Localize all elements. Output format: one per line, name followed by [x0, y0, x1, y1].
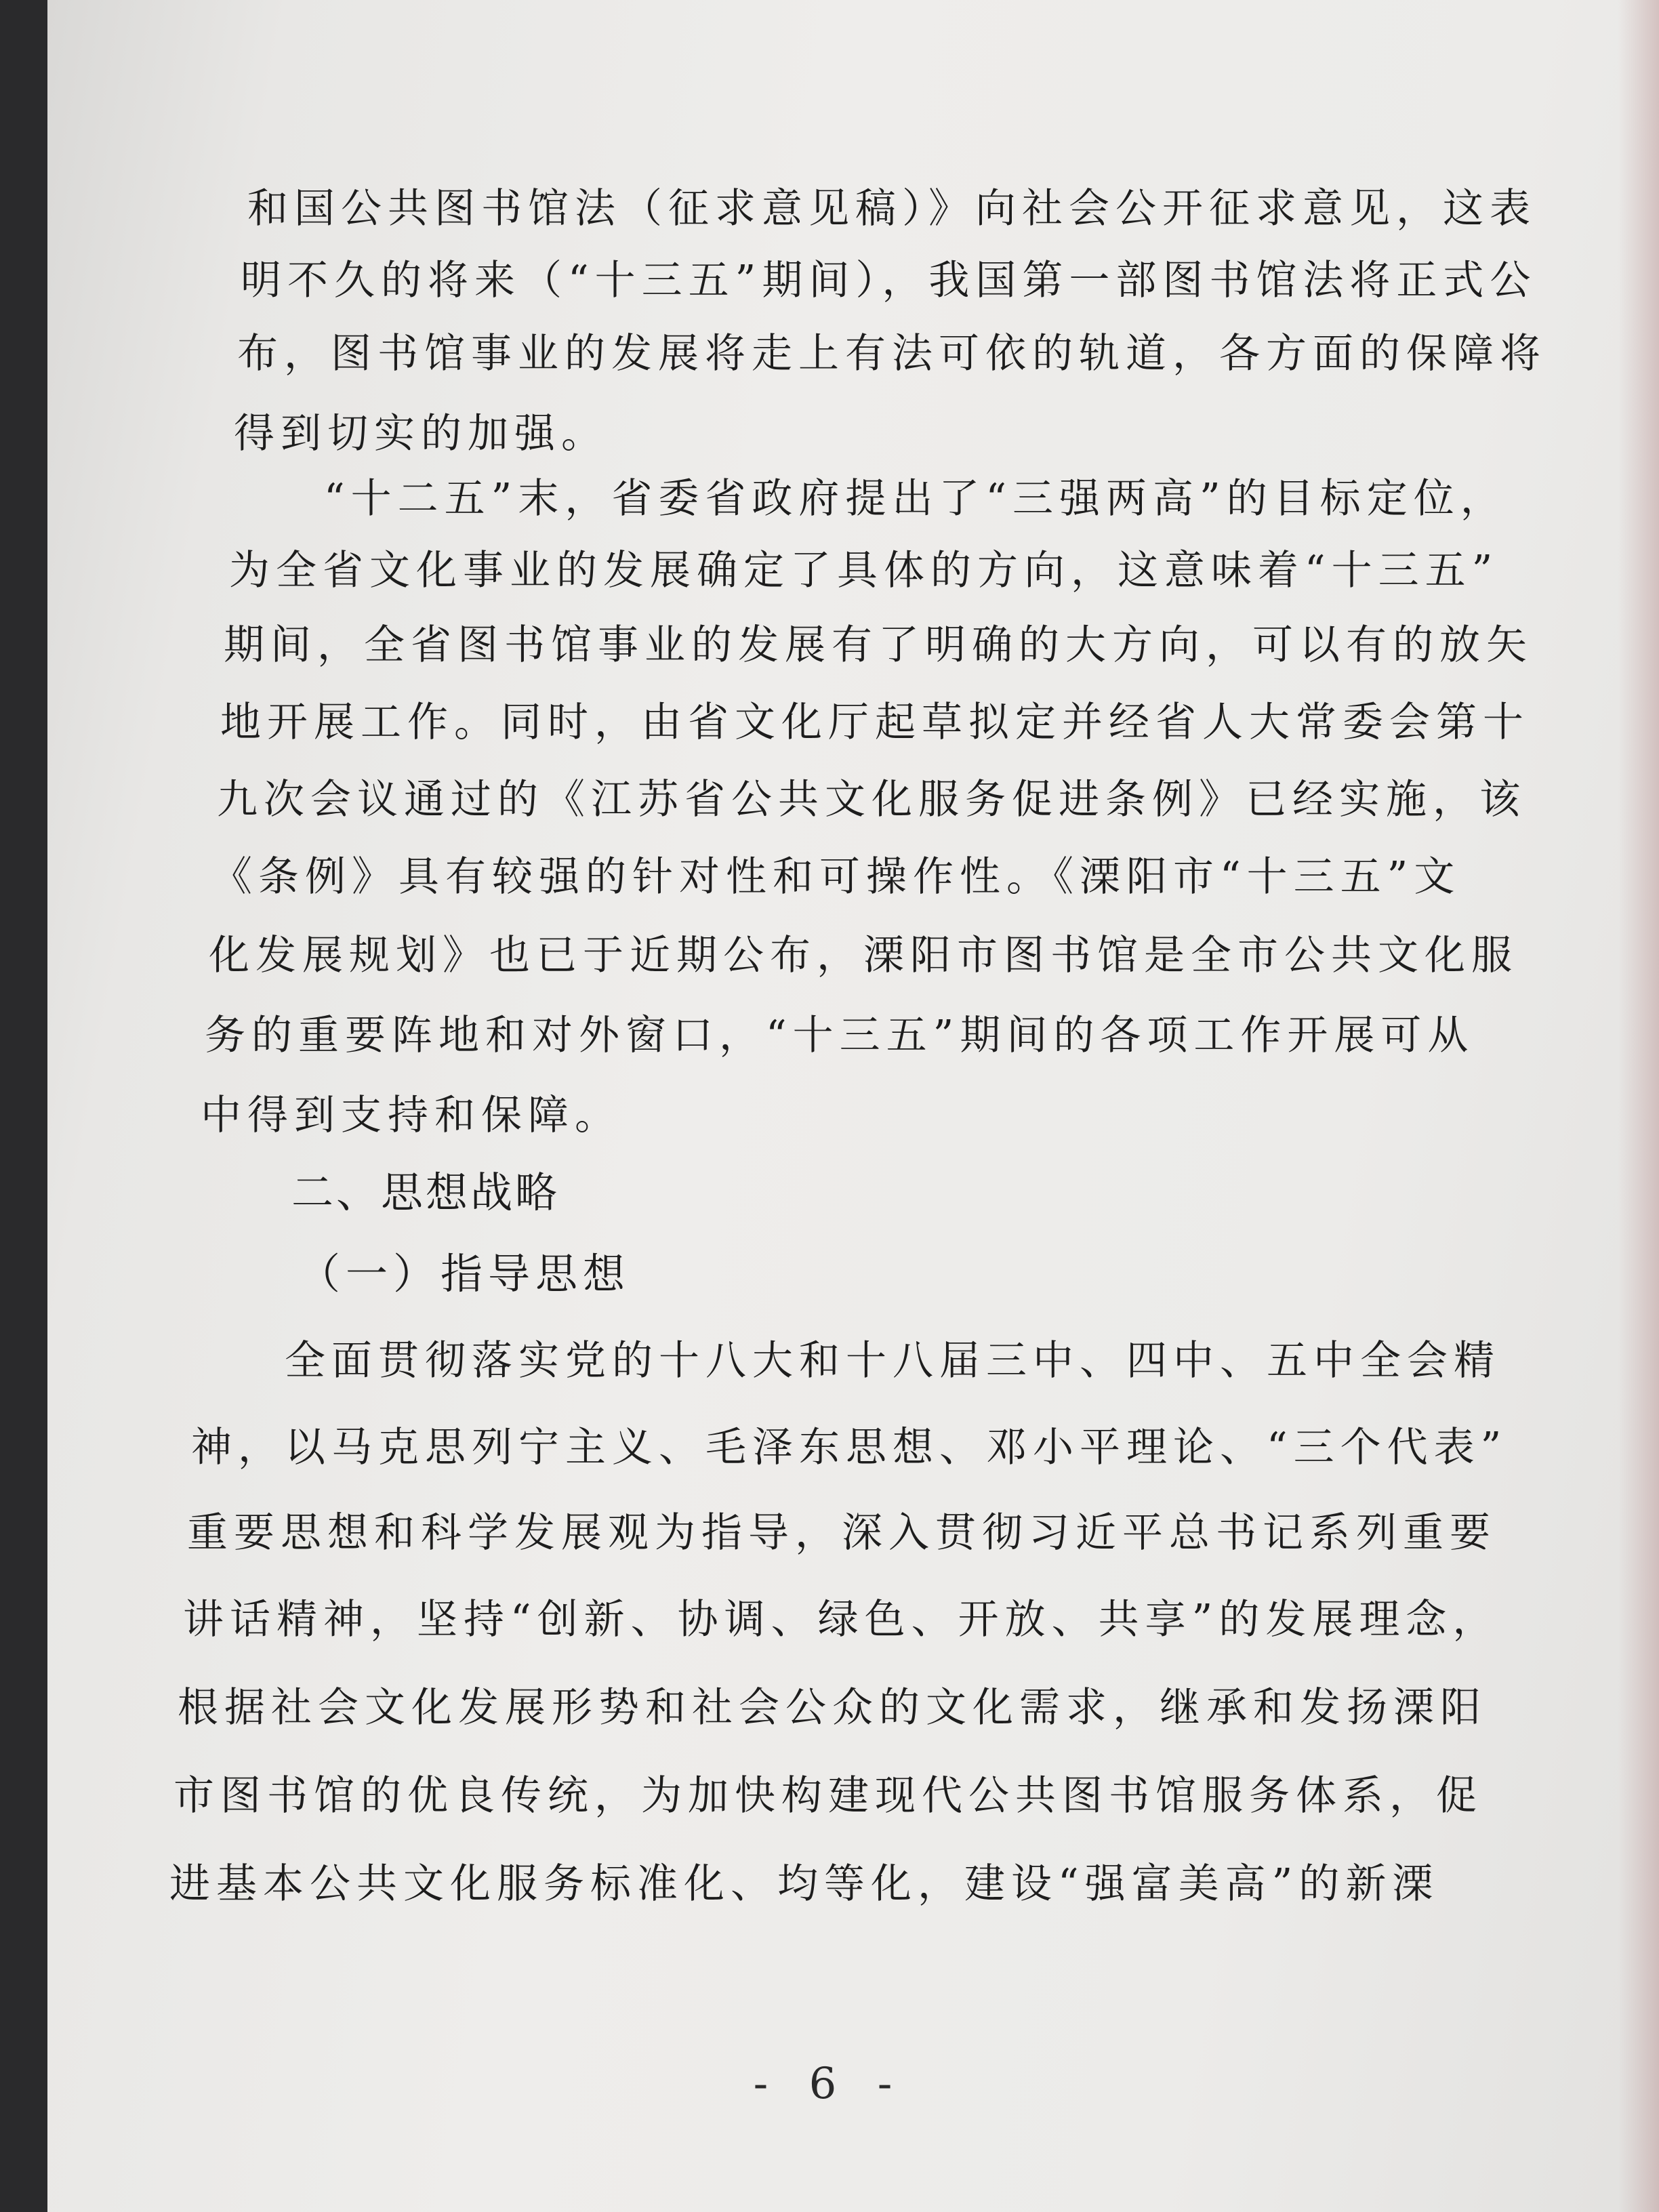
text-line: 讲话精神，坚持“创新、协调、绿色、开放、共享”的发展理念， [183, 1596, 1500, 1643]
text-line: 全面贯彻落实党的十八大和十八届三中、四中、五中全会精 [285, 1337, 1500, 1385]
text-line: 期间，全省图书馆事业的发展有了明确的大方向，可以有的放矢 [224, 621, 1533, 669]
page-number: - 6 - [753, 2059, 906, 2109]
text-line: “十二五”末，省委省政府提出了“三强两高”的目标定位， [324, 475, 1507, 523]
text-line: 布，图书馆事业的发展将走上有法可依的轨道，各方面的保障将 [237, 330, 1547, 377]
subsection-heading: （一）指导思想 [298, 1249, 631, 1298]
text-line: 九次会议通过的《江苏省公共文化服务促进条例》已经实施，该 [217, 776, 1526, 823]
text-line: 重要思想和科学发展观为指导，深入贯彻习近平总书记系列重要 [187, 1509, 1496, 1557]
text-line: 根据社会文化发展形势和社会公众的文化需求，继承和发扬溧阳 [178, 1684, 1487, 1732]
text-line: 中得到支持和保障。 [201, 1092, 621, 1139]
text-line: 和国公共图书馆法（征求意见稿）》向社会公开征求意见，这表 [247, 185, 1536, 232]
text-line: 得到切实的加强。 [234, 410, 608, 457]
page-edge-shadow [1618, 0, 1659, 2212]
text-line: 进基本公共文化服务标准化、均等化，建设“强富美高”的新溧 [169, 1860, 1439, 1908]
text-line: 为全省文化事业的发展确定了具体的方向，这意味着“十三五” [229, 547, 1499, 594]
section-heading: 二、思想战略 [291, 1168, 560, 1217]
text-line: 地开展工作。同时，由省文化厅起草拟定并经省人大常委会第十 [220, 699, 1530, 746]
text-line: 《条例》具有较强的针对性和可操作性。《溧阳市“十三五”文 [211, 853, 1461, 901]
text-line: 化发展规划》也已于近期公布，溧阳市图书馆是全市公共文化服 [209, 932, 1518, 979]
text-line: 明不久的将来（“十三五”期间），我国第一部图书馆法将正式公 [241, 257, 1537, 304]
text-line: 神，以马克思列宁主义、毛泽东思想、邓小平理论、“三个代表” [191, 1424, 1508, 1471]
text-line: 市图书馆的优良传统，为加快构建现代公共图书馆服务体系，促 [173, 1772, 1483, 1820]
text-line: 务的重要阵地和对外窗口，“十三五”期间的各项工作开展可从 [205, 1012, 1475, 1059]
